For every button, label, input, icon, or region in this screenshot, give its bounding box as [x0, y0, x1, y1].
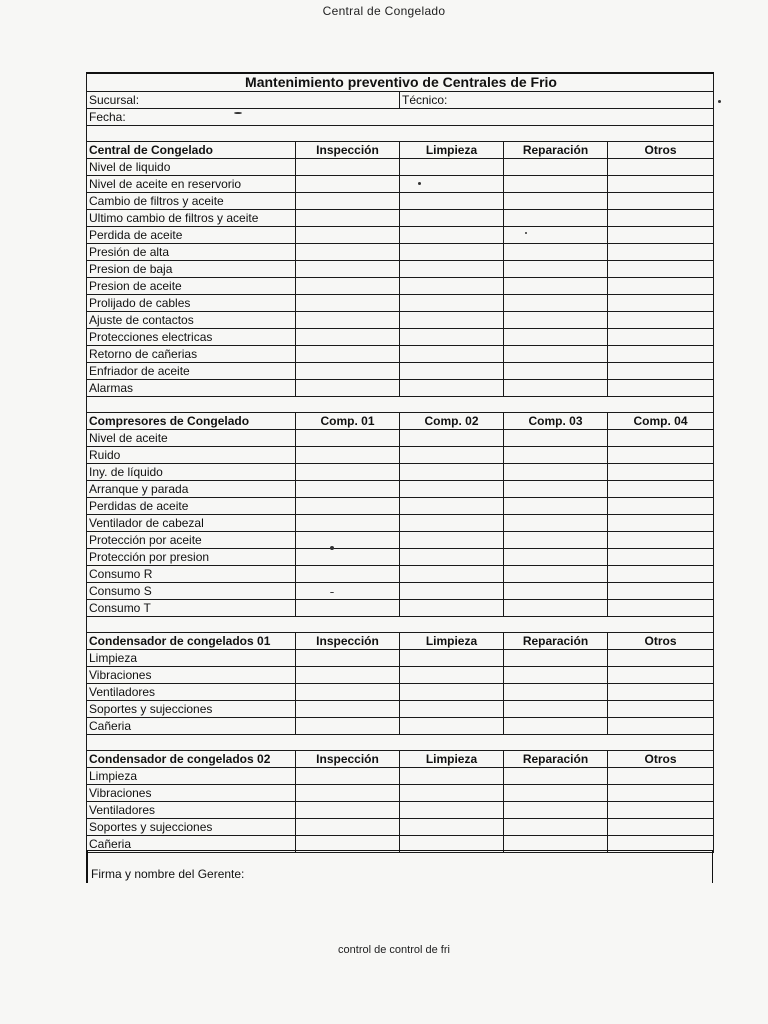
checklist-entry-cell[interactable]: [504, 312, 608, 329]
checklist-item-label: Perdida de aceite: [87, 227, 296, 244]
form-title-row: [87, 73, 714, 92]
checklist-entry-cell[interactable]: [296, 532, 400, 549]
signature-label: Firma y nombre del Gerente:: [91, 867, 245, 881]
checklist-entry-cell[interactable]: [504, 244, 608, 261]
checklist-entry-cell[interactable]: [504, 380, 608, 397]
checklist-entry-cell[interactable]: [608, 447, 714, 464]
column-header: Otros: [608, 142, 714, 159]
checklist-entry-cell[interactable]: [504, 430, 608, 447]
sucursal-label: Sucursal:: [87, 92, 400, 109]
checklist-row: [87, 380, 714, 397]
checklist-entry-cell[interactable]: [296, 650, 400, 667]
checklist-item-label: Presion de aceite: [87, 278, 296, 295]
scan-speck: [330, 592, 334, 593]
checklist-entry-cell[interactable]: [504, 210, 608, 227]
checklist-entry-cell[interactable]: [608, 464, 714, 481]
checklist-entry-cell[interactable]: [400, 464, 504, 481]
checklist-entry-cell[interactable]: [400, 261, 504, 278]
checklist-entry-cell[interactable]: [504, 498, 608, 515]
checklist-row: [87, 650, 714, 667]
column-header: Comp. 01: [296, 413, 400, 430]
checklist-item-label: Perdidas de aceite: [87, 498, 296, 515]
checklist-entry-cell[interactable]: [504, 227, 608, 244]
checklist-entry-cell[interactable]: [608, 498, 714, 515]
checklist-row: [87, 819, 714, 836]
fecha-row: [87, 109, 714, 126]
checklist-row: [87, 785, 714, 802]
checklist-entry-cell[interactable]: [608, 380, 714, 397]
checklist-entry-cell[interactable]: [400, 278, 504, 295]
checklist-entry-cell[interactable]: [400, 667, 504, 684]
checklist-entry-cell[interactable]: [400, 566, 504, 583]
checklist-entry-cell[interactable]: [504, 515, 608, 532]
checklist-row: [87, 346, 714, 363]
checklist-entry-cell[interactable]: [608, 802, 714, 819]
spacer-cell: [87, 617, 714, 633]
checklist-entry-cell[interactable]: [608, 768, 714, 785]
checklist-entry-cell[interactable]: [400, 227, 504, 244]
checklist-item-label: Ultimo cambio de filtros y aceite: [87, 210, 296, 227]
checklist-item-label: Soportes y sujecciones: [87, 819, 296, 836]
checklist-entry-cell[interactable]: [608, 532, 714, 549]
checklist-item-label: Vibraciones: [87, 785, 296, 802]
checklist-entry-cell[interactable]: [400, 684, 504, 701]
checklist-row: [87, 802, 714, 819]
checklist-row: [87, 176, 714, 193]
checklist-entry-cell[interactable]: [296, 549, 400, 566]
checklist-entry-cell[interactable]: [296, 802, 400, 819]
checklist-entry-cell[interactable]: [608, 346, 714, 363]
checklist-entry-cell[interactable]: [504, 785, 608, 802]
checklist-entry-cell[interactable]: [296, 515, 400, 532]
checklist-row: [87, 363, 714, 380]
column-header: Comp. 04: [608, 413, 714, 430]
checklist-entry-cell[interactable]: [296, 159, 400, 176]
checklist-entry-cell[interactable]: [504, 532, 608, 549]
checklist-item-label: Protección por presion: [87, 549, 296, 566]
checklist-entry-cell[interactable]: [608, 515, 714, 532]
checklist-item-label: Ventiladores: [87, 802, 296, 819]
checklist-row: [87, 295, 714, 312]
checklist-entry-cell[interactable]: [296, 447, 400, 464]
checklist-item-label: Protecciones electricas: [87, 329, 296, 346]
checklist-entry-cell[interactable]: [296, 278, 400, 295]
checklist-entry-cell[interactable]: [400, 549, 504, 566]
checklist-entry-cell[interactable]: [400, 447, 504, 464]
page-header: Central de Congelado: [322, 4, 446, 18]
checklist-entry-cell[interactable]: [608, 193, 714, 210]
checklist-row: [87, 481, 714, 498]
checklist-entry-cell[interactable]: [400, 481, 504, 498]
section-heading: Central de Congelado: [87, 142, 296, 159]
checklist-row: [87, 532, 714, 549]
checklist-entry-cell[interactable]: [296, 295, 400, 312]
checklist-entry-cell[interactable]: [608, 176, 714, 193]
checklist-entry-cell[interactable]: [504, 346, 608, 363]
checklist-item-label: Alarmas: [87, 380, 296, 397]
section-spacer: [87, 397, 714, 413]
checklist-item-label: Consumo S: [87, 583, 296, 600]
checklist-row: [87, 329, 714, 346]
checklist-entry-cell[interactable]: [608, 718, 714, 735]
checklist-row: [87, 278, 714, 295]
checklist-entry-cell[interactable]: [400, 176, 504, 193]
checklist-entry-cell[interactable]: [400, 295, 504, 312]
checklist-entry-cell[interactable]: [608, 600, 714, 617]
checklist-entry-cell[interactable]: [504, 802, 608, 819]
form-title: Mantenimiento preventivo de Centrales de Frio: [87, 73, 714, 92]
checklist-entry-cell[interactable]: [504, 464, 608, 481]
checklist-row: [87, 583, 714, 600]
checklist-item-label: Presion de baja: [87, 261, 296, 278]
checklist-entry-cell[interactable]: [608, 227, 714, 244]
checklist-item-label: Ventiladores: [87, 684, 296, 701]
checklist-entry-cell[interactable]: [400, 363, 504, 380]
checklist-row: [87, 498, 714, 515]
checklist-entry-cell[interactable]: [504, 600, 608, 617]
checklist-entry-cell[interactable]: [400, 244, 504, 261]
section-spacer: [87, 617, 714, 633]
checklist-row: [87, 430, 714, 447]
checklist-entry-cell[interactable]: [608, 244, 714, 261]
checklist-entry-cell[interactable]: [296, 193, 400, 210]
checklist-entry-cell[interactable]: [608, 295, 714, 312]
column-header: Inspección: [296, 751, 400, 768]
checklist-entry-cell[interactable]: [608, 159, 714, 176]
column-header: Limpieza: [400, 633, 504, 650]
checklist-entry-cell[interactable]: [296, 346, 400, 363]
checklist-entry-cell[interactable]: [296, 481, 400, 498]
checklist-entry-cell[interactable]: [504, 701, 608, 718]
checklist-entry-cell[interactable]: [296, 583, 400, 600]
checklist-entry-cell[interactable]: [296, 498, 400, 515]
checklist-entry-cell[interactable]: [608, 650, 714, 667]
checklist-item-label: Limpieza: [87, 650, 296, 667]
scan-speck: [525, 232, 527, 234]
checklist-entry-cell[interactable]: [296, 819, 400, 836]
column-header: Reparación: [504, 751, 608, 768]
checklist-entry-cell[interactable]: [400, 718, 504, 735]
column-header: Limpieza: [400, 751, 504, 768]
column-header: Reparación: [504, 633, 608, 650]
checklist-row: [87, 227, 714, 244]
checklist-item-label: Consumo R: [87, 566, 296, 583]
column-header: Limpieza: [400, 142, 504, 159]
checklist-entry-cell[interactable]: [400, 768, 504, 785]
checklist-row: [87, 667, 714, 684]
section-header-row: [87, 413, 714, 430]
section-header-row: [87, 633, 714, 650]
checklist-item-label: Ventilador de cabezal: [87, 515, 296, 532]
checklist-entry-cell[interactable]: [400, 210, 504, 227]
checklist-item-label: Consumo T: [87, 600, 296, 617]
checklist-item-label: Ruido: [87, 447, 296, 464]
checklist-entry-cell[interactable]: [608, 210, 714, 227]
checklist-entry-cell[interactable]: [296, 176, 400, 193]
scan-speck: [330, 546, 334, 550]
checklist-item-label: Vibraciones: [87, 667, 296, 684]
column-header: Reparación: [504, 142, 608, 159]
column-header: Otros: [608, 751, 714, 768]
checklist-item-label: Arranque y parada: [87, 481, 296, 498]
checklist-row: [87, 159, 714, 176]
checklist-entry-cell[interactable]: [504, 363, 608, 380]
signature-box: [86, 850, 713, 883]
checklist-item-label: Protección por aceite: [87, 532, 296, 549]
checklist-entry-cell[interactable]: [608, 312, 714, 329]
checklist-item-label: Ajuste de contactos: [87, 312, 296, 329]
checklist-entry-cell[interactable]: [296, 227, 400, 244]
checklist-row: [87, 210, 714, 227]
checklist-item-label: Cañeria: [87, 836, 296, 853]
checklist-entry-cell[interactable]: [296, 785, 400, 802]
spacer-cell: [87, 397, 714, 413]
spacer-cell: [87, 735, 714, 751]
checklist-item-label: Retorno de cañerias: [87, 346, 296, 363]
checklist-row: [87, 600, 714, 617]
checklist-row: [87, 261, 714, 278]
checklist-entry-cell[interactable]: [400, 802, 504, 819]
checklist-item-label: Cambio de filtros y aceite: [87, 193, 296, 210]
fecha-label: Fecha:: [87, 109, 714, 126]
checklist-entry-cell[interactable]: [400, 380, 504, 397]
checklist-entry-cell[interactable]: [296, 701, 400, 718]
checklist-entry-cell[interactable]: [608, 261, 714, 278]
checklist-entry-cell[interactable]: [400, 515, 504, 532]
checklist-row: [87, 193, 714, 210]
checklist-entry-cell[interactable]: [504, 583, 608, 600]
checklist-item-label: Prolijado de cables: [87, 295, 296, 312]
checklist-row: [87, 244, 714, 261]
checklist-entry-cell[interactable]: [296, 244, 400, 261]
checklist-row: [87, 684, 714, 701]
checklist-entry-cell[interactable]: [296, 261, 400, 278]
column-header: Inspección: [296, 142, 400, 159]
checklist-entry-cell[interactable]: [296, 768, 400, 785]
checklist-item-label: Soportes y sujecciones: [87, 701, 296, 718]
column-header: Otros: [608, 633, 714, 650]
checklist-entry-cell[interactable]: [608, 430, 714, 447]
checklist-entry-cell[interactable]: [296, 430, 400, 447]
checklist-entry-cell[interactable]: [608, 819, 714, 836]
checklist-entry-cell[interactable]: [400, 785, 504, 802]
checklist-item-label: Presión de alta: [87, 244, 296, 261]
checklist-entry-cell[interactable]: [296, 667, 400, 684]
column-header: Inspección: [296, 633, 400, 650]
checklist-entry-cell[interactable]: [504, 819, 608, 836]
checklist-entry-cell[interactable]: [504, 176, 608, 193]
checklist-entry-cell[interactable]: [608, 329, 714, 346]
section-heading: Compresores de Congelado: [87, 413, 296, 430]
checklist-entry-cell[interactable]: [400, 701, 504, 718]
checklist-entry-cell[interactable]: [296, 718, 400, 735]
maintenance-form-table: [86, 72, 714, 853]
checklist-entry-cell[interactable]: [296, 464, 400, 481]
checklist-item-label: Enfriador de aceite: [87, 363, 296, 380]
scan-speck: [234, 112, 242, 114]
checklist-entry-cell[interactable]: [504, 768, 608, 785]
checklist-entry-cell[interactable]: [504, 481, 608, 498]
checklist-entry-cell[interactable]: [400, 819, 504, 836]
section-header-row: [87, 751, 714, 768]
checklist-entry-cell[interactable]: [296, 312, 400, 329]
checklist-row: [87, 549, 714, 566]
checklist-row: [87, 701, 714, 718]
section-heading: Condensador de congelados 01: [87, 633, 296, 650]
sucursal-row: [87, 92, 714, 109]
checklist-entry-cell[interactable]: [608, 701, 714, 718]
checklist-item-label: Nivel de liquido: [87, 159, 296, 176]
column-header: Comp. 02: [400, 413, 504, 430]
checklist-entry-cell[interactable]: [296, 566, 400, 583]
checklist-entry-cell[interactable]: [400, 346, 504, 363]
checklist-entry-cell[interactable]: [608, 481, 714, 498]
checklist-entry-cell[interactable]: [504, 261, 608, 278]
checklist-entry-cell[interactable]: [504, 566, 608, 583]
checklist-entry-cell[interactable]: [504, 329, 608, 346]
checklist-entry-cell[interactable]: [504, 667, 608, 684]
checklist-entry-cell[interactable]: [608, 549, 714, 566]
section-spacer: [87, 126, 714, 142]
checklist-row: [87, 566, 714, 583]
checklist-entry-cell[interactable]: [608, 684, 714, 701]
checklist-entry-cell[interactable]: [608, 363, 714, 380]
checklist-entry-cell[interactable]: [504, 447, 608, 464]
checklist-entry-cell[interactable]: [400, 329, 504, 346]
checklist-entry-cell[interactable]: [608, 278, 714, 295]
section-heading: Condensador de congelados 02: [87, 751, 296, 768]
checklist-entry-cell[interactable]: [504, 650, 608, 667]
checklist-entry-cell[interactable]: [608, 583, 714, 600]
checklist-item-label: Limpieza: [87, 768, 296, 785]
checklist-entry-cell[interactable]: [504, 193, 608, 210]
section-spacer: [87, 735, 714, 751]
checklist-item-label: Nivel de aceite: [87, 430, 296, 447]
checklist-item-label: Iny. de líquido: [87, 464, 296, 481]
checklist-entry-cell[interactable]: [296, 363, 400, 380]
checklist-entry-cell[interactable]: [296, 380, 400, 397]
checklist-entry-cell[interactable]: [504, 718, 608, 735]
checklist-entry-cell[interactable]: [296, 600, 400, 617]
checklist-entry-cell[interactable]: [608, 566, 714, 583]
tecnico-label: Técnico:: [400, 92, 714, 109]
checklist-entry-cell[interactable]: [504, 684, 608, 701]
page-footer: control de control de fri: [338, 944, 450, 956]
spacer-cell: [87, 126, 714, 142]
checklist-entry-cell[interactable]: [400, 193, 504, 210]
column-header: Comp. 03: [504, 413, 608, 430]
checklist-entry-cell[interactable]: [400, 650, 504, 667]
checklist-entry-cell[interactable]: [608, 785, 714, 802]
checklist-entry-cell[interactable]: [400, 430, 504, 447]
checklist-row: [87, 447, 714, 464]
checklist-entry-cell[interactable]: [400, 532, 504, 549]
checklist-entry-cell[interactable]: [296, 210, 400, 227]
checklist-entry-cell[interactable]: [400, 159, 504, 176]
checklist-item-label: Cañeria: [87, 718, 296, 735]
checklist-item-label: Nivel de aceite en reservorio: [87, 176, 296, 193]
checklist-row: [87, 312, 714, 329]
checklist-row: [87, 718, 714, 735]
checklist-row: [87, 464, 714, 481]
checklist-entry-cell[interactable]: [400, 312, 504, 329]
checklist-entry-cell[interactable]: [296, 684, 400, 701]
checklist-entry-cell[interactable]: [296, 329, 400, 346]
scan-speck: [418, 182, 421, 185]
checklist-entry-cell[interactable]: [608, 667, 714, 684]
checklist-entry-cell[interactable]: [504, 295, 608, 312]
checklist-entry-cell[interactable]: [504, 278, 608, 295]
checklist-entry-cell[interactable]: [504, 159, 608, 176]
checklist-row: [87, 768, 714, 785]
scan-speck: [718, 100, 721, 103]
checklist-entry-cell[interactable]: [400, 600, 504, 617]
checklist-entry-cell[interactable]: [400, 498, 504, 515]
checklist-row: [87, 515, 714, 532]
section-header-row: [87, 142, 714, 159]
checklist-entry-cell[interactable]: [400, 583, 504, 600]
checklist-entry-cell[interactable]: [504, 549, 608, 566]
